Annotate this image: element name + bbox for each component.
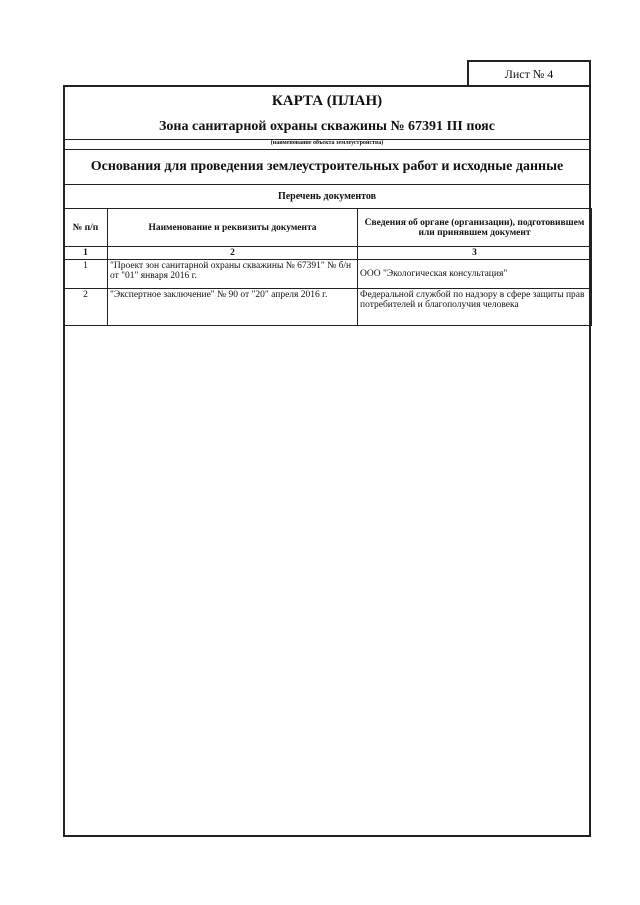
header-document: Наименование и реквизиты документа [108,209,358,247]
header-organ: Сведения об органе (организации), подготовившем или принявшем документ [358,209,592,247]
column-number: 2 [108,247,358,260]
row-document: "Экспертное заключение" № 90 от "20" апреля 2016 г. [108,289,358,326]
row-organ: Федеральной службой по надзору в сфере защиты прав потребителей и благополучия человека [358,289,592,326]
divider-top [65,149,589,150]
header-num: № п/п [64,209,108,247]
map-subtitle: Зона санитарной охраны скважины № 67391 III пояс [159,119,495,134]
column-number: 3 [358,247,592,260]
row-num: 2 [64,289,108,326]
row-organ: ООО "Экологическая консультация" [358,260,592,289]
sheet-number: Лист № 4 [467,60,591,86]
document-frame [63,85,591,837]
map-title: КАРТА (ПЛАН) [271,93,383,109]
table-header-row [64,209,592,247]
list-title: Перечень документов [277,191,377,202]
column-number: 1 [64,247,108,260]
table-row [64,289,592,326]
row-num: 1 [64,260,108,289]
table-row [64,260,592,289]
column-number-row [64,247,592,260]
row-document: "Проект зон санитарной охраны скважины № 67391" № б/н от "01" января 2016 г. [108,260,358,289]
divider-section [65,184,589,185]
section-title: Основания для проведения землеустроительных работ и исходные данные [90,159,564,174]
object-caption: (наименование объекта землеустройства) [270,140,384,146]
documents-table [63,208,592,326]
